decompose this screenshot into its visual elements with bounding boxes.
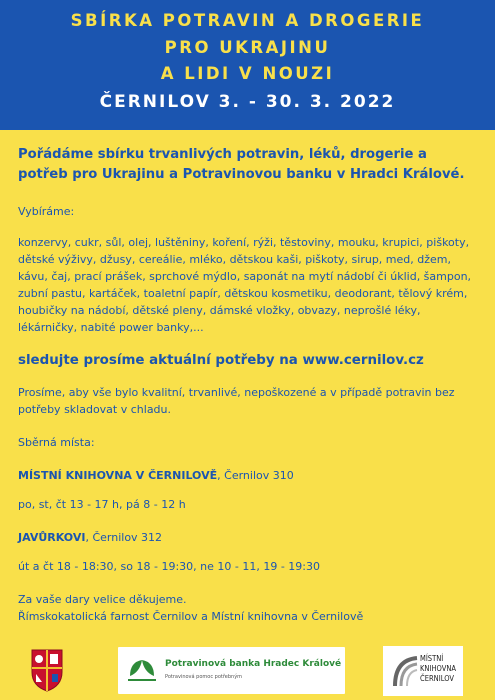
food-bank-title: Potravinová banka Hradec Králové xyxy=(165,659,342,669)
header-title-line1: SBÍRKA POTRAVIN A DROGERIE xyxy=(70,11,425,30)
header-title-line3: A LIDI V NOUZI xyxy=(160,64,335,83)
collecting-label: Vybíráme: xyxy=(18,205,75,218)
points-label: Sběrná místa: xyxy=(18,436,95,449)
library-line3: ČERNILOV xyxy=(420,674,454,683)
location2-line xyxy=(18,529,480,546)
library-arc-icon xyxy=(391,654,419,688)
coat-of-arms-icon xyxy=(30,648,64,692)
location1-address: , Černilov 310 xyxy=(217,469,294,482)
library-line2: KNIHOVNA xyxy=(420,664,456,673)
request-text: Prosíme, aby vše bylo kvalitní, trvanlivé, nepoškozené a v případě potravin bez potřeby skladovat v chladu. xyxy=(18,386,455,416)
intro-text: Pořádáme sbírku trvanlivých potravin, léků, drogerie a potřeb pro Ukrajinu a Potravinovou banku v Hradci Králové. xyxy=(18,147,465,182)
location1-hours: po, st, čt 13 - 17 h, pá 8 - 12 h xyxy=(18,498,186,511)
library-logo xyxy=(383,646,463,696)
library-line1: MÍSTNÍ xyxy=(420,654,444,663)
food-bank-subtitle: Potravinová pomoc potřebným xyxy=(165,674,243,680)
location2-name: JAVŮRKOVI xyxy=(18,531,86,544)
items-list: konzervy, cukr, sůl, olej, luštěniny, koření, rýži, těstoviny, mouku, krupici, piškoty, dětské výživy, džusy, cereálie, mléko, dětskou kaši, piškoty, sirup, med, džem, kávu, čaj, prací prášek, sprchové mýdlo, saponát na mytí nádobí či úklid, šampon, zubní pastu, kartáček, toaletní papír, dětskou kosmetiku, deodorant, tělový krém, houbičky na nádobí, dětské pleny, dámské vložky, obvazy, neprošlé léky, lékárničky, nabité power banky,... xyxy=(18,236,472,334)
library-logo-text xyxy=(420,654,456,684)
footer-logos xyxy=(0,640,495,700)
location2-address: , Černilov 312 xyxy=(85,531,163,544)
location1-name: MÍSTNÍ KNIHOVNA V ČERNILOVĚ xyxy=(18,469,218,482)
header-title-line2: PRO UKRAJINU xyxy=(164,38,331,57)
organizers-text: Římskokatolická farnost Černilov a Místní knihovna v Černilově xyxy=(18,610,364,623)
main-content xyxy=(18,145,480,625)
thanks-text: Za vaše dary velice děkujeme. xyxy=(18,593,187,606)
location1-line xyxy=(18,467,480,484)
food-bank-logo xyxy=(118,647,345,694)
location2-hours: út a čt 18 - 18:30, so 18 - 19:30, ne 10 - 11, 19 - 19:30 xyxy=(18,560,320,573)
food-bank-leaf-icon xyxy=(126,656,158,684)
header-date: ČERNILOV 3. - 30. 3. 2022 xyxy=(99,92,396,112)
header-banner xyxy=(0,0,495,130)
follow-text: sledujte prosíme aktuální potřeby na www.cernilov.cz xyxy=(18,353,424,368)
